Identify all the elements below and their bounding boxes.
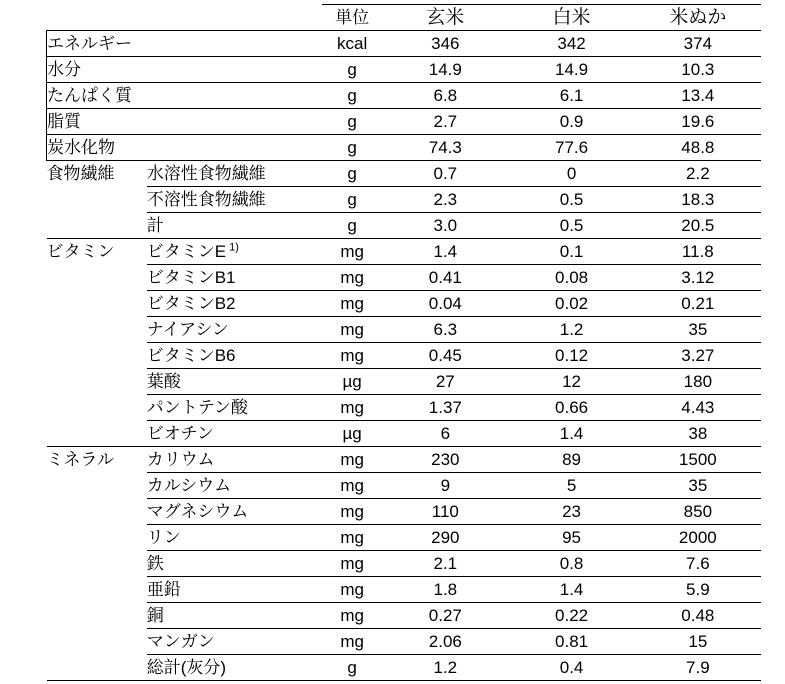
row-value-2: 20.5 bbox=[635, 213, 761, 239]
row-item-label bbox=[147, 369, 322, 395]
row-value-0: 0.04 bbox=[382, 291, 508, 317]
row-value-0: 9 bbox=[382, 473, 508, 499]
row-unit: µg bbox=[322, 421, 382, 447]
row-value-0: 6 bbox=[382, 421, 508, 447]
row-value-2: 11.8 bbox=[635, 239, 761, 265]
header-value-1: 白米 bbox=[508, 5, 634, 31]
row-item-footnote: 1) bbox=[226, 241, 239, 254]
row-value-0: 2.1 bbox=[382, 551, 508, 577]
row-item-text: 総計(灰分) bbox=[146, 658, 227, 677]
header-unit: 単位 bbox=[322, 5, 382, 31]
row-value-1: 89 bbox=[508, 447, 634, 473]
row-unit: mg bbox=[322, 265, 382, 291]
row-group-label: ビタミン bbox=[47, 239, 147, 265]
row-value-1: 6.1 bbox=[508, 83, 634, 109]
row-value-0: 110 bbox=[382, 499, 508, 525]
row-group-label bbox=[47, 603, 147, 629]
table-row bbox=[47, 135, 762, 161]
row-item-text: リン bbox=[146, 528, 181, 547]
row-value-1: 77.6 bbox=[508, 135, 634, 161]
row-value-1: 0.22 bbox=[508, 603, 634, 629]
row-unit: g bbox=[322, 161, 382, 187]
row-item-text: 計 bbox=[146, 216, 164, 235]
row-unit: g bbox=[322, 109, 382, 135]
row-value-1: 0.8 bbox=[508, 551, 634, 577]
row-value-2: 13.4 bbox=[635, 83, 761, 109]
table-row bbox=[47, 473, 762, 499]
row-item-label bbox=[147, 473, 322, 499]
table-row bbox=[47, 343, 762, 369]
nutrition-table bbox=[46, 4, 761, 681]
row-item-label bbox=[147, 629, 322, 655]
row-item-text: 葉酸 bbox=[146, 372, 181, 391]
row-value-0: 290 bbox=[382, 525, 508, 551]
row-value-2: 374 bbox=[635, 31, 761, 57]
header-group-blank bbox=[47, 5, 147, 31]
row-value-1: 95 bbox=[508, 525, 634, 551]
row-item-text: ビタミンB2 bbox=[146, 294, 236, 313]
table-row bbox=[47, 629, 762, 655]
row-group-label bbox=[47, 213, 147, 239]
row-group-label bbox=[47, 343, 147, 369]
table-row bbox=[47, 239, 762, 265]
row-item-label bbox=[147, 239, 322, 265]
row-value-1: 0.81 bbox=[508, 629, 634, 655]
row-group-label bbox=[47, 369, 147, 395]
row-group-label bbox=[47, 629, 147, 655]
row-item-text: 水溶性食物繊維 bbox=[146, 164, 266, 183]
table-row bbox=[47, 447, 762, 473]
row-value-2: 3.12 bbox=[635, 265, 761, 291]
row-group-label bbox=[47, 473, 147, 499]
row-item-label bbox=[147, 447, 322, 473]
row-value-0: 1.37 bbox=[382, 395, 508, 421]
row-value-0: 2.7 bbox=[382, 109, 508, 135]
row-unit: g bbox=[322, 213, 382, 239]
table-row bbox=[47, 551, 762, 577]
row-value-2: 35 bbox=[635, 317, 761, 343]
row-value-0: 1.8 bbox=[382, 577, 508, 603]
row-unit: mg bbox=[322, 343, 382, 369]
row-unit: mg bbox=[322, 525, 382, 551]
table-row bbox=[47, 187, 762, 213]
row-value-2: 10.3 bbox=[635, 57, 761, 83]
row-label: 脂質 bbox=[47, 109, 323, 135]
row-group-label bbox=[47, 421, 147, 447]
row-value-0: 0.27 bbox=[382, 603, 508, 629]
row-item-label bbox=[147, 317, 322, 343]
row-unit: mg bbox=[322, 291, 382, 317]
row-value-0: 1.2 bbox=[382, 655, 508, 681]
table-header bbox=[47, 5, 762, 31]
row-value-2: 35 bbox=[635, 473, 761, 499]
row-value-0: 1.4 bbox=[382, 239, 508, 265]
row-group-label bbox=[47, 577, 147, 603]
row-item-label bbox=[147, 551, 322, 577]
row-group-label bbox=[47, 551, 147, 577]
row-label: 水分 bbox=[47, 57, 323, 83]
row-value-1: 0.08 bbox=[508, 265, 634, 291]
table-row bbox=[47, 395, 762, 421]
row-value-2: 48.8 bbox=[635, 135, 761, 161]
row-unit: kcal bbox=[322, 31, 382, 57]
table-row bbox=[47, 525, 762, 551]
row-group-label bbox=[47, 265, 147, 291]
row-value-1: 0 bbox=[508, 161, 634, 187]
row-value-0: 2.06 bbox=[382, 629, 508, 655]
row-group-label bbox=[47, 499, 147, 525]
row-item-text: カリウム bbox=[146, 450, 215, 469]
row-value-2: 7.9 bbox=[635, 655, 761, 681]
row-value-2: 180 bbox=[635, 369, 761, 395]
table-row bbox=[47, 421, 762, 447]
row-value-2: 4.43 bbox=[635, 395, 761, 421]
table-header-row bbox=[47, 5, 762, 31]
row-value-2: 1500 bbox=[635, 447, 761, 473]
row-value-2: 0.21 bbox=[635, 291, 761, 317]
row-unit: mg bbox=[322, 603, 382, 629]
row-item-label bbox=[147, 499, 322, 525]
row-label: たんぱく質 bbox=[47, 83, 323, 109]
row-group-label: ミネラル bbox=[47, 447, 147, 473]
table-row bbox=[47, 291, 762, 317]
header-item-blank bbox=[147, 5, 322, 31]
row-value-1: 1.4 bbox=[508, 577, 634, 603]
row-group-label bbox=[47, 187, 147, 213]
row-item-label bbox=[147, 291, 322, 317]
row-value-1: 0.9 bbox=[508, 109, 634, 135]
row-value-0: 3.0 bbox=[382, 213, 508, 239]
row-value-0: 0.41 bbox=[382, 265, 508, 291]
row-value-0: 230 bbox=[382, 447, 508, 473]
row-unit: mg bbox=[322, 499, 382, 525]
row-item-text: カルシウム bbox=[146, 476, 232, 495]
table-row bbox=[47, 109, 762, 135]
row-value-2: 850 bbox=[635, 499, 761, 525]
row-value-1: 0.02 bbox=[508, 291, 634, 317]
row-group-label bbox=[47, 395, 147, 421]
table-row bbox=[47, 499, 762, 525]
row-value-2: 0.48 bbox=[635, 603, 761, 629]
row-group-label bbox=[47, 291, 147, 317]
table-row bbox=[47, 213, 762, 239]
row-unit: g bbox=[322, 187, 382, 213]
row-item-label bbox=[147, 603, 322, 629]
header-value-2: 米ぬか bbox=[635, 5, 761, 31]
table-row bbox=[47, 57, 762, 83]
row-value-0: 2.3 bbox=[382, 187, 508, 213]
table-row bbox=[47, 369, 762, 395]
row-item-text: ナイアシン bbox=[146, 320, 229, 339]
row-item-label bbox=[147, 213, 322, 239]
row-value-0: 14.9 bbox=[382, 57, 508, 83]
table-row bbox=[47, 655, 762, 681]
row-unit: mg bbox=[322, 473, 382, 499]
row-label: エネルギー bbox=[47, 31, 323, 57]
row-value-0: 27 bbox=[382, 369, 508, 395]
row-unit: g bbox=[322, 83, 382, 109]
row-value-2: 2000 bbox=[635, 525, 761, 551]
row-value-1: 14.9 bbox=[508, 57, 634, 83]
header-value-0: 玄米 bbox=[382, 5, 508, 31]
row-item-label bbox=[147, 187, 322, 213]
row-item-text: 銅 bbox=[146, 606, 164, 625]
row-unit: mg bbox=[322, 629, 382, 655]
row-value-2: 19.6 bbox=[635, 109, 761, 135]
row-group-label bbox=[47, 317, 147, 343]
row-item-label bbox=[147, 577, 322, 603]
row-item-label bbox=[147, 161, 322, 187]
row-item-text: ビタミンB6 bbox=[146, 346, 236, 365]
row-value-2: 3.27 bbox=[635, 343, 761, 369]
row-unit: µg bbox=[322, 369, 382, 395]
row-item-text: パントテン酸 bbox=[146, 398, 248, 417]
row-label: 炭水化物 bbox=[47, 135, 323, 161]
row-value-1: 0.5 bbox=[508, 187, 634, 213]
row-value-1: 0.5 bbox=[508, 213, 634, 239]
row-item-text: マンガン bbox=[146, 632, 215, 651]
row-value-2: 15 bbox=[635, 629, 761, 655]
row-group-label bbox=[47, 525, 147, 551]
row-value-2: 5.9 bbox=[635, 577, 761, 603]
row-item-label bbox=[147, 525, 322, 551]
row-item-text: ビタミンB1 bbox=[146, 268, 236, 287]
row-unit: mg bbox=[322, 317, 382, 343]
row-value-1: 0.4 bbox=[508, 655, 634, 681]
row-value-1: 0.12 bbox=[508, 343, 634, 369]
row-value-1: 23 bbox=[508, 499, 634, 525]
row-item-label bbox=[147, 655, 322, 681]
row-unit: mg bbox=[322, 447, 382, 473]
row-value-1: 342 bbox=[508, 31, 634, 57]
row-unit: mg bbox=[322, 577, 382, 603]
row-value-2: 7.6 bbox=[635, 551, 761, 577]
row-item-label bbox=[147, 395, 322, 421]
table-row bbox=[47, 603, 762, 629]
row-unit: g bbox=[322, 655, 382, 681]
row-unit: mg bbox=[322, 395, 382, 421]
row-item-label bbox=[147, 265, 322, 291]
row-item-text: ビタミンE bbox=[146, 242, 227, 261]
table-row bbox=[47, 317, 762, 343]
table-row bbox=[47, 83, 762, 109]
row-value-0: 0.45 bbox=[382, 343, 508, 369]
row-item-label bbox=[147, 421, 322, 447]
row-item-text: ビオチン bbox=[146, 424, 214, 443]
row-unit: g bbox=[322, 135, 382, 161]
table-row bbox=[47, 265, 762, 291]
row-value-2: 2.2 bbox=[635, 161, 761, 187]
row-group-label: 食物繊維 bbox=[47, 161, 147, 187]
row-value-1: 1.2 bbox=[508, 317, 634, 343]
row-item-text: 鉄 bbox=[146, 554, 164, 573]
table-body bbox=[47, 31, 762, 681]
row-group-label bbox=[47, 655, 147, 681]
row-item-text: 不溶性食物繊維 bbox=[146, 190, 266, 209]
row-unit: mg bbox=[322, 551, 382, 577]
row-value-0: 74.3 bbox=[382, 135, 508, 161]
row-unit: mg bbox=[322, 239, 382, 265]
table-row bbox=[47, 31, 762, 57]
row-value-1: 12 bbox=[508, 369, 634, 395]
row-item-text: マグネシウム bbox=[146, 502, 249, 521]
row-value-1: 0.1 bbox=[508, 239, 634, 265]
row-value-0: 346 bbox=[382, 31, 508, 57]
table-row bbox=[47, 161, 762, 187]
row-value-1: 0.66 bbox=[508, 395, 634, 421]
row-item-text: 亜鉛 bbox=[146, 580, 181, 599]
row-item-label bbox=[147, 343, 322, 369]
row-value-2: 18.3 bbox=[635, 187, 761, 213]
row-value-1: 5 bbox=[508, 473, 634, 499]
row-value-2: 38 bbox=[635, 421, 761, 447]
row-value-0: 0.7 bbox=[382, 161, 508, 187]
row-unit: g bbox=[322, 57, 382, 83]
table-row bbox=[47, 577, 762, 603]
row-value-0: 6.3 bbox=[382, 317, 508, 343]
row-value-1: 1.4 bbox=[508, 421, 634, 447]
row-value-0: 6.8 bbox=[382, 83, 508, 109]
